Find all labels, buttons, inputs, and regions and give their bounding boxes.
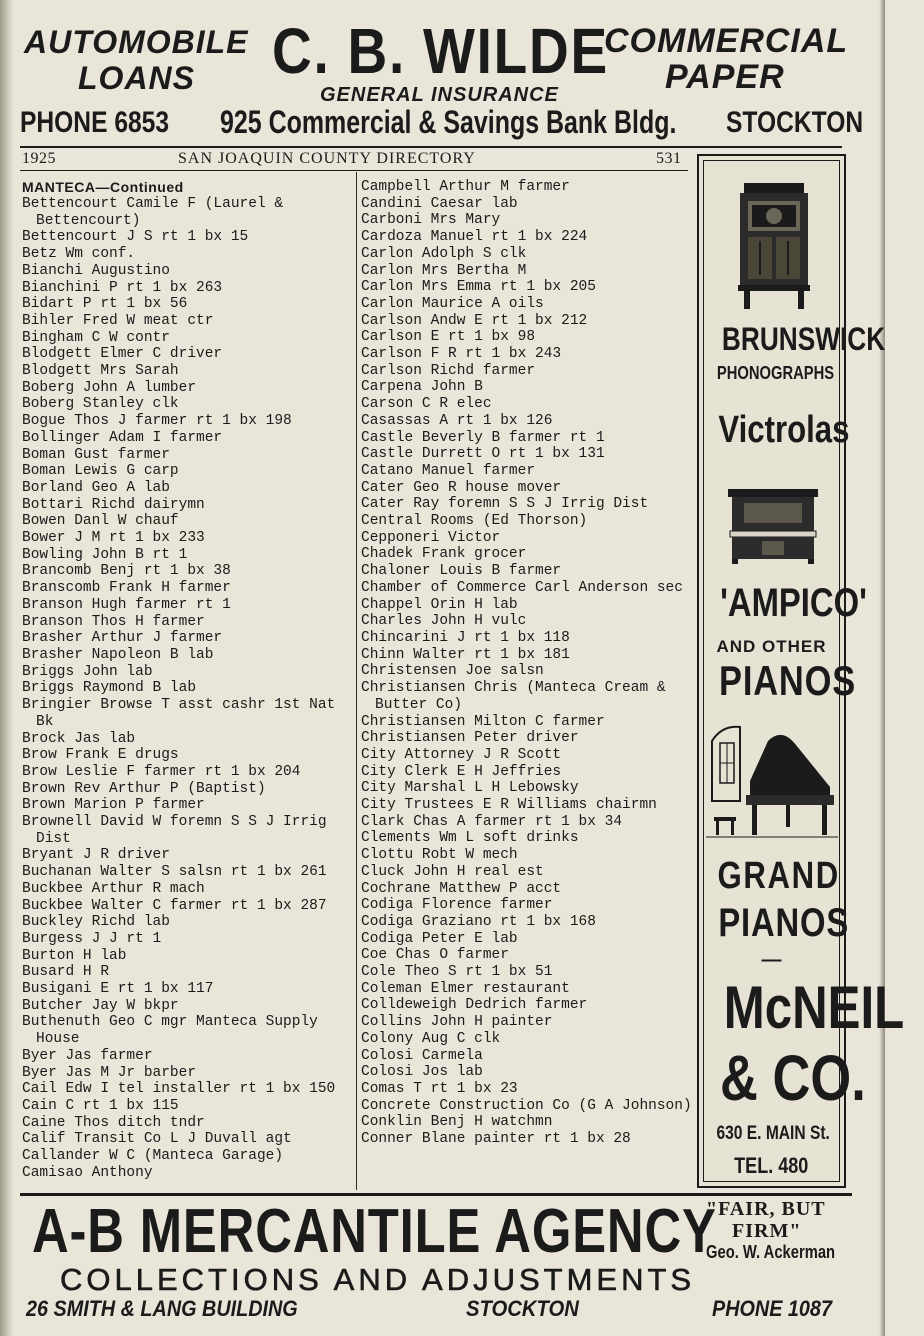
- directory-entry: Castle Durrett O rt 1 bx 131: [361, 446, 605, 463]
- directory-entry: Concrete Construction Co (G A Johnson): [361, 1097, 692, 1114]
- directory-entry: Buckbee Arthur R mach: [22, 880, 205, 897]
- directory-entry: City Trustees E R Williams chairmn: [361, 797, 657, 814]
- directory-entry: Calif Transit Co L J Duvall agt: [22, 1131, 292, 1148]
- directory-entry: Carlon Maurice A oils: [361, 295, 544, 312]
- directory-entry: Buthenuth Geo C mgr Manteca Supply House: [22, 1014, 318, 1048]
- page-binding-shadow: [0, 0, 14, 1336]
- directory-entry: Chamber of Commerce Carl Anderson sec: [361, 579, 683, 596]
- motto-line2: FIRM": [732, 1220, 802, 1242]
- directory-entry: Burton H lab: [22, 947, 127, 964]
- header-title: SAN JOAQUIN COUNTY DIRECTORY: [178, 150, 476, 167]
- directory-entry: Bryant J R driver: [22, 847, 170, 864]
- directory-entry: Cater Ray foremn S S J Irrig Dist: [361, 496, 649, 513]
- grand-label: GRAND: [717, 855, 840, 897]
- directory-entry: Christiansen Chris (Manteca Cream & Butter Co): [361, 680, 666, 713]
- pianos-label: PIANOS: [719, 657, 856, 704]
- directory-entry: Carlon Mrs Bertha M: [361, 262, 527, 279]
- directory-entry: Bidart P rt 1 bx 56: [22, 296, 188, 313]
- directory-entry: Chaloner Louis B farmer: [361, 563, 562, 580]
- directory-entry: Bollinger Adam I farmer: [22, 429, 223, 446]
- directory-entry: Boberg John A lumber: [22, 379, 197, 396]
- header-rule-bottom: [20, 170, 688, 171]
- directory-entry: Bowen Danl W chauf: [22, 513, 179, 530]
- directory-entry: Conner Blane painter rt 1 bx 28: [361, 1131, 631, 1148]
- directory-entry: Camisao Anthony: [22, 1164, 153, 1181]
- mcneil-address: 630 E. MAIN St.: [716, 1123, 830, 1144]
- mcneil-telephone: TEL. 480: [734, 1153, 809, 1178]
- directory-entry: Branscomb Frank H farmer: [22, 580, 231, 597]
- agency-phone: PHONE 1087: [712, 1296, 832, 1321]
- directory-entry: Carlon Adolph S clk: [361, 245, 527, 262]
- directory-entry: Cardoza Manuel rt 1 bx 224: [361, 229, 588, 246]
- directory-entry: Bottari Richd dairymn: [22, 496, 205, 513]
- header-year: 1925: [22, 150, 56, 167]
- directory-entry: Bogue Thos J farmer rt 1 bx 198: [22, 413, 292, 430]
- ad-company-name: C. B. WILDE: [272, 15, 609, 87]
- directory-entry: Brown Rev Arthur P (Baptist): [22, 780, 266, 797]
- directory-entry: Bettencourt J S rt 1 bx 15: [22, 229, 249, 246]
- directory-entry: Chinn Walter rt 1 bx 181: [361, 646, 570, 663]
- directory-entry: Buckbee Walter C farmer rt 1 bx 287: [22, 897, 327, 914]
- directory-entry: Clements Wm L soft drinks: [361, 830, 579, 847]
- directory-entry: Brow Frank E drugs: [22, 747, 179, 764]
- directory-entry: Briggs Raymond B lab: [22, 680, 197, 697]
- top-advertisement: [20, 14, 864, 146]
- directory-entry: Bingham C W contr: [22, 329, 170, 346]
- directory-entry: Clottu Robt W mech: [361, 847, 518, 864]
- side-ad-inner-border: [703, 160, 905, 1182]
- ad-auto-loans-line1: AUTOMOBILE: [24, 24, 249, 60]
- directory-entry: Brancomb Benj rt 1 bx 38: [22, 563, 231, 580]
- directory-entry: Carlson F R rt 1 bx 243: [361, 346, 562, 363]
- ad-commercial-paper-line1: COMMERCIAL: [604, 22, 849, 60]
- directory-entry: Clark Chas A farmer rt 1 bx 34: [361, 813, 623, 830]
- directory-entry: Callander W C (Manteca Garage): [22, 1148, 284, 1165]
- ad-separator: —: [761, 949, 782, 971]
- header-rule: [20, 146, 842, 148]
- agency-address: 26 SMITH & LANG BUILDING: [26, 1296, 298, 1321]
- directory-entry: Codiga Florence farmer: [361, 897, 553, 914]
- directory-entry: Burgess J J rt 1: [22, 930, 162, 947]
- directory-entry: Chadek Frank grocer: [361, 546, 527, 563]
- agency-city: STOCKTON: [466, 1296, 579, 1321]
- page-edge-shadow: [879, 0, 885, 1336]
- directory-entry: Carboni Mrs Mary: [361, 212, 501, 229]
- victrolas-brand: Victrolas: [718, 409, 850, 451]
- directory-entry: Bringier Browse T asst cashr 1st Nat Bk: [22, 697, 336, 730]
- agency-person: Geo. W. Ackerman: [706, 1242, 836, 1262]
- directory-entry: City Attorney J R Scott: [361, 746, 562, 763]
- directory-entry: City Marshal L H Lebowsky: [361, 780, 579, 797]
- directory-entry: Brown Marion P farmer: [22, 797, 205, 814]
- directory-entry: Cochrane Matthew P acct: [361, 880, 562, 897]
- directory-entry: Buchanan Walter S salsn rt 1 bx 261: [22, 864, 327, 881]
- directory-entry: Boman Lewis G carp: [22, 463, 179, 480]
- directory-entry: Collins John H painter: [361, 1014, 553, 1031]
- directory-entry: Carlson Andw E rt 1 bx 212: [361, 312, 588, 329]
- ad-city: STOCKTON: [726, 106, 864, 139]
- mercantile-agency-name: A-B MERCANTILE AGENCY: [32, 1197, 717, 1266]
- ad-commercial-paper-line2: PAPER: [665, 58, 785, 96]
- ad-tagline: GENERAL INSURANCE: [320, 84, 559, 106]
- directory-entry: Caine Thos ditch tndr: [22, 1114, 205, 1131]
- directory-entry: Boman Gust farmer: [22, 446, 170, 463]
- directory-entry: Branson Hugh farmer rt 1: [22, 596, 231, 613]
- directory-entry: Christensen Joe salsn: [361, 663, 544, 680]
- directory-entry: Boberg Stanley clk: [22, 396, 179, 413]
- directory-entry: Chincarini J rt 1 bx 118: [361, 629, 570, 646]
- brunswick-brand: BRUNSWICK: [721, 321, 886, 357]
- directory-entry: Comas T rt 1 bx 23: [361, 1080, 518, 1097]
- and-other-label: AND OTHER: [716, 637, 827, 656]
- directory-entry: Brownell David W foremn S S J Irrig Dist: [22, 814, 327, 847]
- directory-column-left: [22, 179, 354, 1181]
- directory-entry: Bianchi Augustino: [22, 262, 170, 279]
- directory-entry: Cepponeri Victor: [361, 529, 501, 546]
- directory-entry: Carpena John B: [361, 379, 483, 396]
- ad-auto-loans-line2: LOANS: [78, 60, 195, 96]
- agency-services: COLLECTIONS AND ADJUSTMENTS: [60, 1262, 696, 1297]
- player-piano-icon: [724, 487, 824, 565]
- directory-entry: Borland Geo A lab: [22, 479, 170, 496]
- directory-entry: Bettencourt Camile F (Laurel & Bettencourt): [22, 196, 284, 229]
- bottom-advertisement: [20, 1196, 852, 1326]
- directory-entry: Casassas A rt 1 bx 126: [361, 412, 553, 429]
- directory-entry: Central Rooms (Ed Thorson): [361, 513, 588, 530]
- directory-entry: Buckley Richd lab: [22, 914, 170, 931]
- directory-entry: Chappel Orin H lab: [361, 596, 518, 613]
- side-advertisement: [697, 154, 905, 1188]
- directory-entry: Briggs John lab: [22, 663, 153, 680]
- directory-entry: Butcher Jay W bkpr: [22, 997, 179, 1014]
- directory-entry: Codiga Graziano rt 1 bx 168: [361, 913, 596, 930]
- ad-phone: PHONE 6853: [20, 106, 170, 139]
- directory-entry: Catano Manuel farmer: [361, 462, 536, 479]
- directory-entry: Cluck John H real est: [361, 863, 544, 880]
- motto-line1: "FAIR, BUT: [706, 1198, 826, 1220]
- directory-entry: Brow Leslie F farmer rt 1 bx 204: [22, 763, 301, 780]
- directory-entry: Bower J M rt 1 bx 233: [22, 530, 205, 547]
- directory-entry: Charles John H vulc: [361, 613, 527, 630]
- directory-entry: City Clerk E H Jeffries: [361, 763, 562, 780]
- page-number: 531: [656, 150, 682, 167]
- directory-entry: Brasher Arthur J farmer: [22, 630, 223, 647]
- directory-entry: Carlson Richd farmer: [361, 362, 536, 379]
- directory-entry: Colony Aug C clk: [361, 1030, 501, 1047]
- directory-entry: Candini Caesar lab: [361, 195, 518, 212]
- mcneil-company-co: & CO.: [720, 1042, 866, 1114]
- directory-entry: Conklin Benj H watchmn: [361, 1114, 553, 1131]
- directory-entry: Colldeweigh Dedrich farmer: [361, 997, 588, 1014]
- directory-entry: Coleman Elmer restaurant: [361, 980, 570, 997]
- directory-entry: Codiga Peter E lab: [361, 930, 518, 947]
- directory-entry: Coe Chas O farmer: [361, 947, 509, 964]
- phonographs-label: PHONOGRAPHS: [716, 363, 835, 383]
- directory-column-right: [361, 179, 693, 1148]
- directory-entry: Cain C rt 1 bx 115: [22, 1097, 179, 1114]
- phonograph-icon: [734, 179, 814, 313]
- column-divider: [356, 172, 357, 1190]
- directory-entry: Bihler Fred W meat ctr: [22, 312, 214, 329]
- directory-entry: Byer Jas M Jr barber: [22, 1064, 197, 1081]
- directory-entry: Cole Theo S rt 1 bx 51: [361, 964, 553, 981]
- directory-entry: Byer Jas farmer: [22, 1047, 153, 1064]
- directory-entry: Campbell Arthur M farmer: [361, 179, 570, 195]
- mcneil-company: McNEIL: [723, 974, 905, 1041]
- directory-entry: Carson C R elec: [361, 396, 492, 413]
- directory-entry: Christiansen Peter driver: [361, 730, 579, 747]
- directory-entry: Cater Geo R house mover: [361, 479, 562, 496]
- directory-entry: Branson Thos H farmer: [22, 613, 205, 630]
- ampico-brand: 'AMPICO': [720, 581, 867, 625]
- directory-entry: Busard H R: [22, 964, 110, 981]
- directory-entry: Brasher Napoleon B lab: [22, 646, 214, 663]
- directory-entry: Blodgett Elmer C driver: [22, 346, 223, 363]
- section-heading: MANTECA—Continued: [22, 179, 184, 195]
- directory-entry: Castle Beverly B farmer rt 1: [361, 429, 605, 446]
- directory-entry: Carlon Mrs Emma rt 1 bx 205: [361, 279, 596, 296]
- directory-entry: Blodgett Mrs Sarah: [22, 363, 179, 380]
- directory-entry: Betz Wm conf.: [22, 246, 136, 263]
- directory-entry: Busigani E rt 1 bx 117: [22, 981, 214, 998]
- directory-entry: Cail Edw I tel installer rt 1 bx 150: [22, 1081, 336, 1098]
- ad-address: 925 Commercial & Savings Bank Bldg.: [220, 104, 677, 140]
- directory-entry: Bowling John B rt 1: [22, 546, 188, 563]
- directory-entry: Brock Jas lab: [22, 730, 136, 747]
- directory-entry: Carlson E rt 1 bx 98: [361, 329, 536, 346]
- directory-entry: Colosi Jos lab: [361, 1064, 483, 1081]
- directory-entry: Colosi Carmela: [361, 1047, 483, 1064]
- directory-entry: Christiansen Milton C farmer: [361, 713, 605, 730]
- directory-entry: Bianchini P rt 1 bx 263: [22, 279, 223, 296]
- grand-piano-icon: [706, 721, 838, 845]
- grand-pianos-label: PIANOS: [718, 901, 850, 945]
